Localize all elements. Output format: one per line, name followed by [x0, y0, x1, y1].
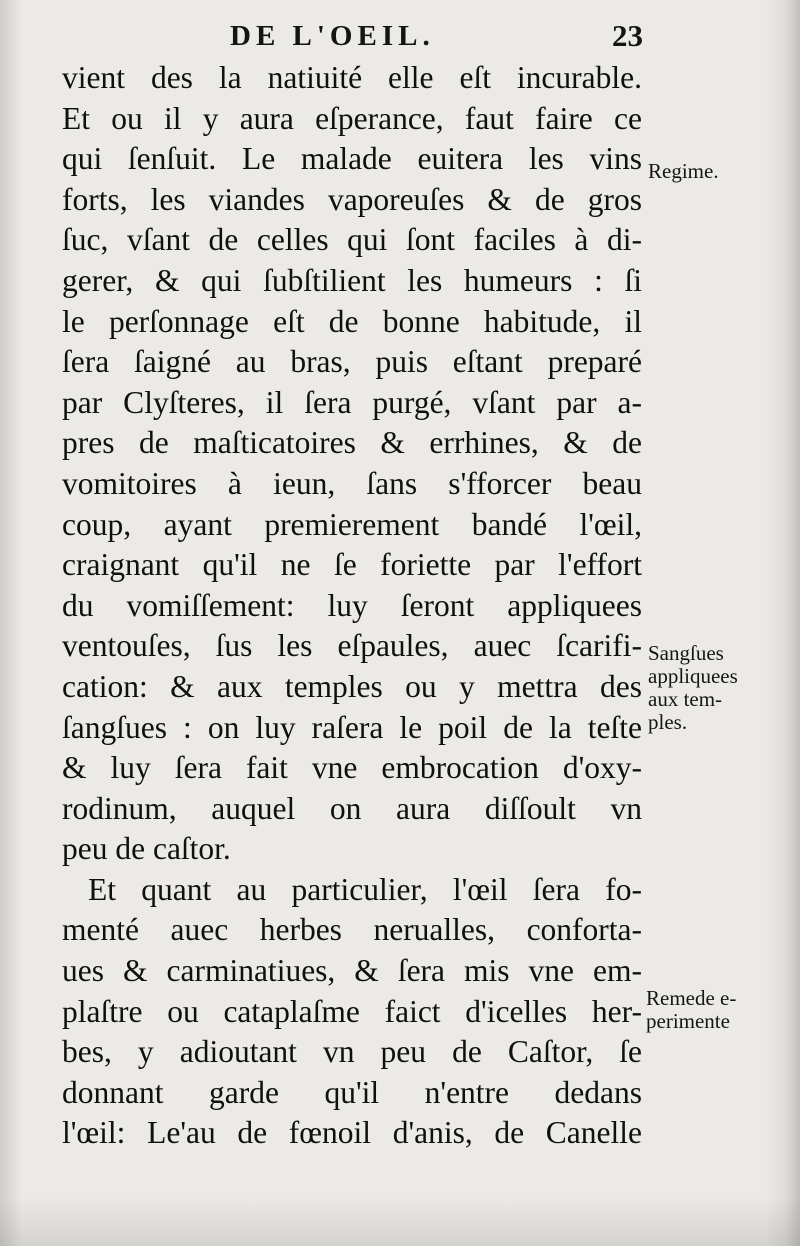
- text-line: le perſonnage eſt de bonne habitude, il: [62, 303, 642, 339]
- page-header: [60, 18, 660, 58]
- text-line: du vomiſſement: luy ſeront appliquees: [62, 587, 642, 623]
- text-line: forts, les viandes vaporeuſes & de gros: [62, 181, 642, 217]
- margin-note-line: aux tem-: [648, 687, 723, 711]
- page-number: 23: [612, 18, 643, 53]
- text-line: ſera ſaigné au bras, puis eſtant preparé: [62, 344, 642, 380]
- text-line: l'œil: Le'au de fœnoil d'anis, de Canelle: [62, 1115, 642, 1151]
- margin-note-line: Sangſues: [648, 641, 724, 665]
- margin-note-line: Remede e-: [646, 986, 737, 1010]
- margin-note-line: Regime.: [648, 159, 719, 183]
- text-line: bes, y adioutant vn peu de Caſtor, ſe: [62, 1034, 642, 1070]
- text-line: peu de caſtor.: [62, 831, 231, 867]
- running-head: DE L'OEIL.: [230, 20, 435, 52]
- text-line: Et ou il y aura eſperance, faut faire ce: [62, 100, 642, 136]
- text-line: & luy ſera fait vne embrocation d'oxy-: [62, 750, 642, 786]
- text-line: Et quant au particulier, l'œil ſera fo-: [88, 871, 642, 907]
- page-shadow-bottom: [0, 1196, 800, 1246]
- text-line: pres de maſticatoires & errhines, & de: [62, 425, 642, 461]
- text-line: ventouſes, ſus les eſpaules, auec ſcarifi-: [62, 628, 642, 664]
- text-line: vomitoires à ieun, ſans s'fforcer beau: [62, 465, 642, 501]
- text-line: cation: & aux temples ou y mettra des: [62, 668, 642, 704]
- text-line: par Clyſteres, il ſera purgé, vſant par a-: [62, 384, 642, 420]
- page-shadow-left: [0, 0, 22, 1246]
- text-line: qui ſenſuit. Le malade euitera les vins: [62, 141, 642, 177]
- body-text: [62, 58, 642, 1154]
- text-line: plaſtre ou cataplaſme faict d'icelles her-: [62, 993, 642, 1029]
- margin-note-sangsues: [648, 642, 738, 734]
- text-line: coup, ayant premierement bandé l'œil,: [62, 506, 642, 542]
- margin-note-remede: [646, 987, 736, 1033]
- text-line: vient des la natiuité elle eſt incurable.: [62, 60, 642, 95]
- text-line: craignant qu'il ne ſe foriette par l'effort: [62, 547, 642, 583]
- text-line: donnant garde qu'il n'entre dedans: [62, 1074, 642, 1110]
- text-line: gerer, & qui ſubſtilient les humeurs : ſi: [62, 262, 642, 298]
- text-line: rodinum, auquel on aura diſſoult vn: [62, 790, 642, 826]
- margin-note-line: ples.: [648, 710, 688, 734]
- text-line: menté auec herbes nerualles, conforta-: [62, 912, 642, 948]
- margin-note-regime: [648, 160, 719, 183]
- text-line: ſangſues : on luy raſera le poil de la teſte: [62, 709, 642, 745]
- margin-note-line: perimente: [646, 1009, 730, 1033]
- margin-note-line: appliquees: [648, 664, 738, 688]
- page-shadow-right: [764, 0, 800, 1246]
- text-line: ues & carminatiues, & ſera mis vne em-: [62, 953, 642, 989]
- text-line: ſuc, vſant de celles qui ſont faciles à di-: [62, 222, 642, 258]
